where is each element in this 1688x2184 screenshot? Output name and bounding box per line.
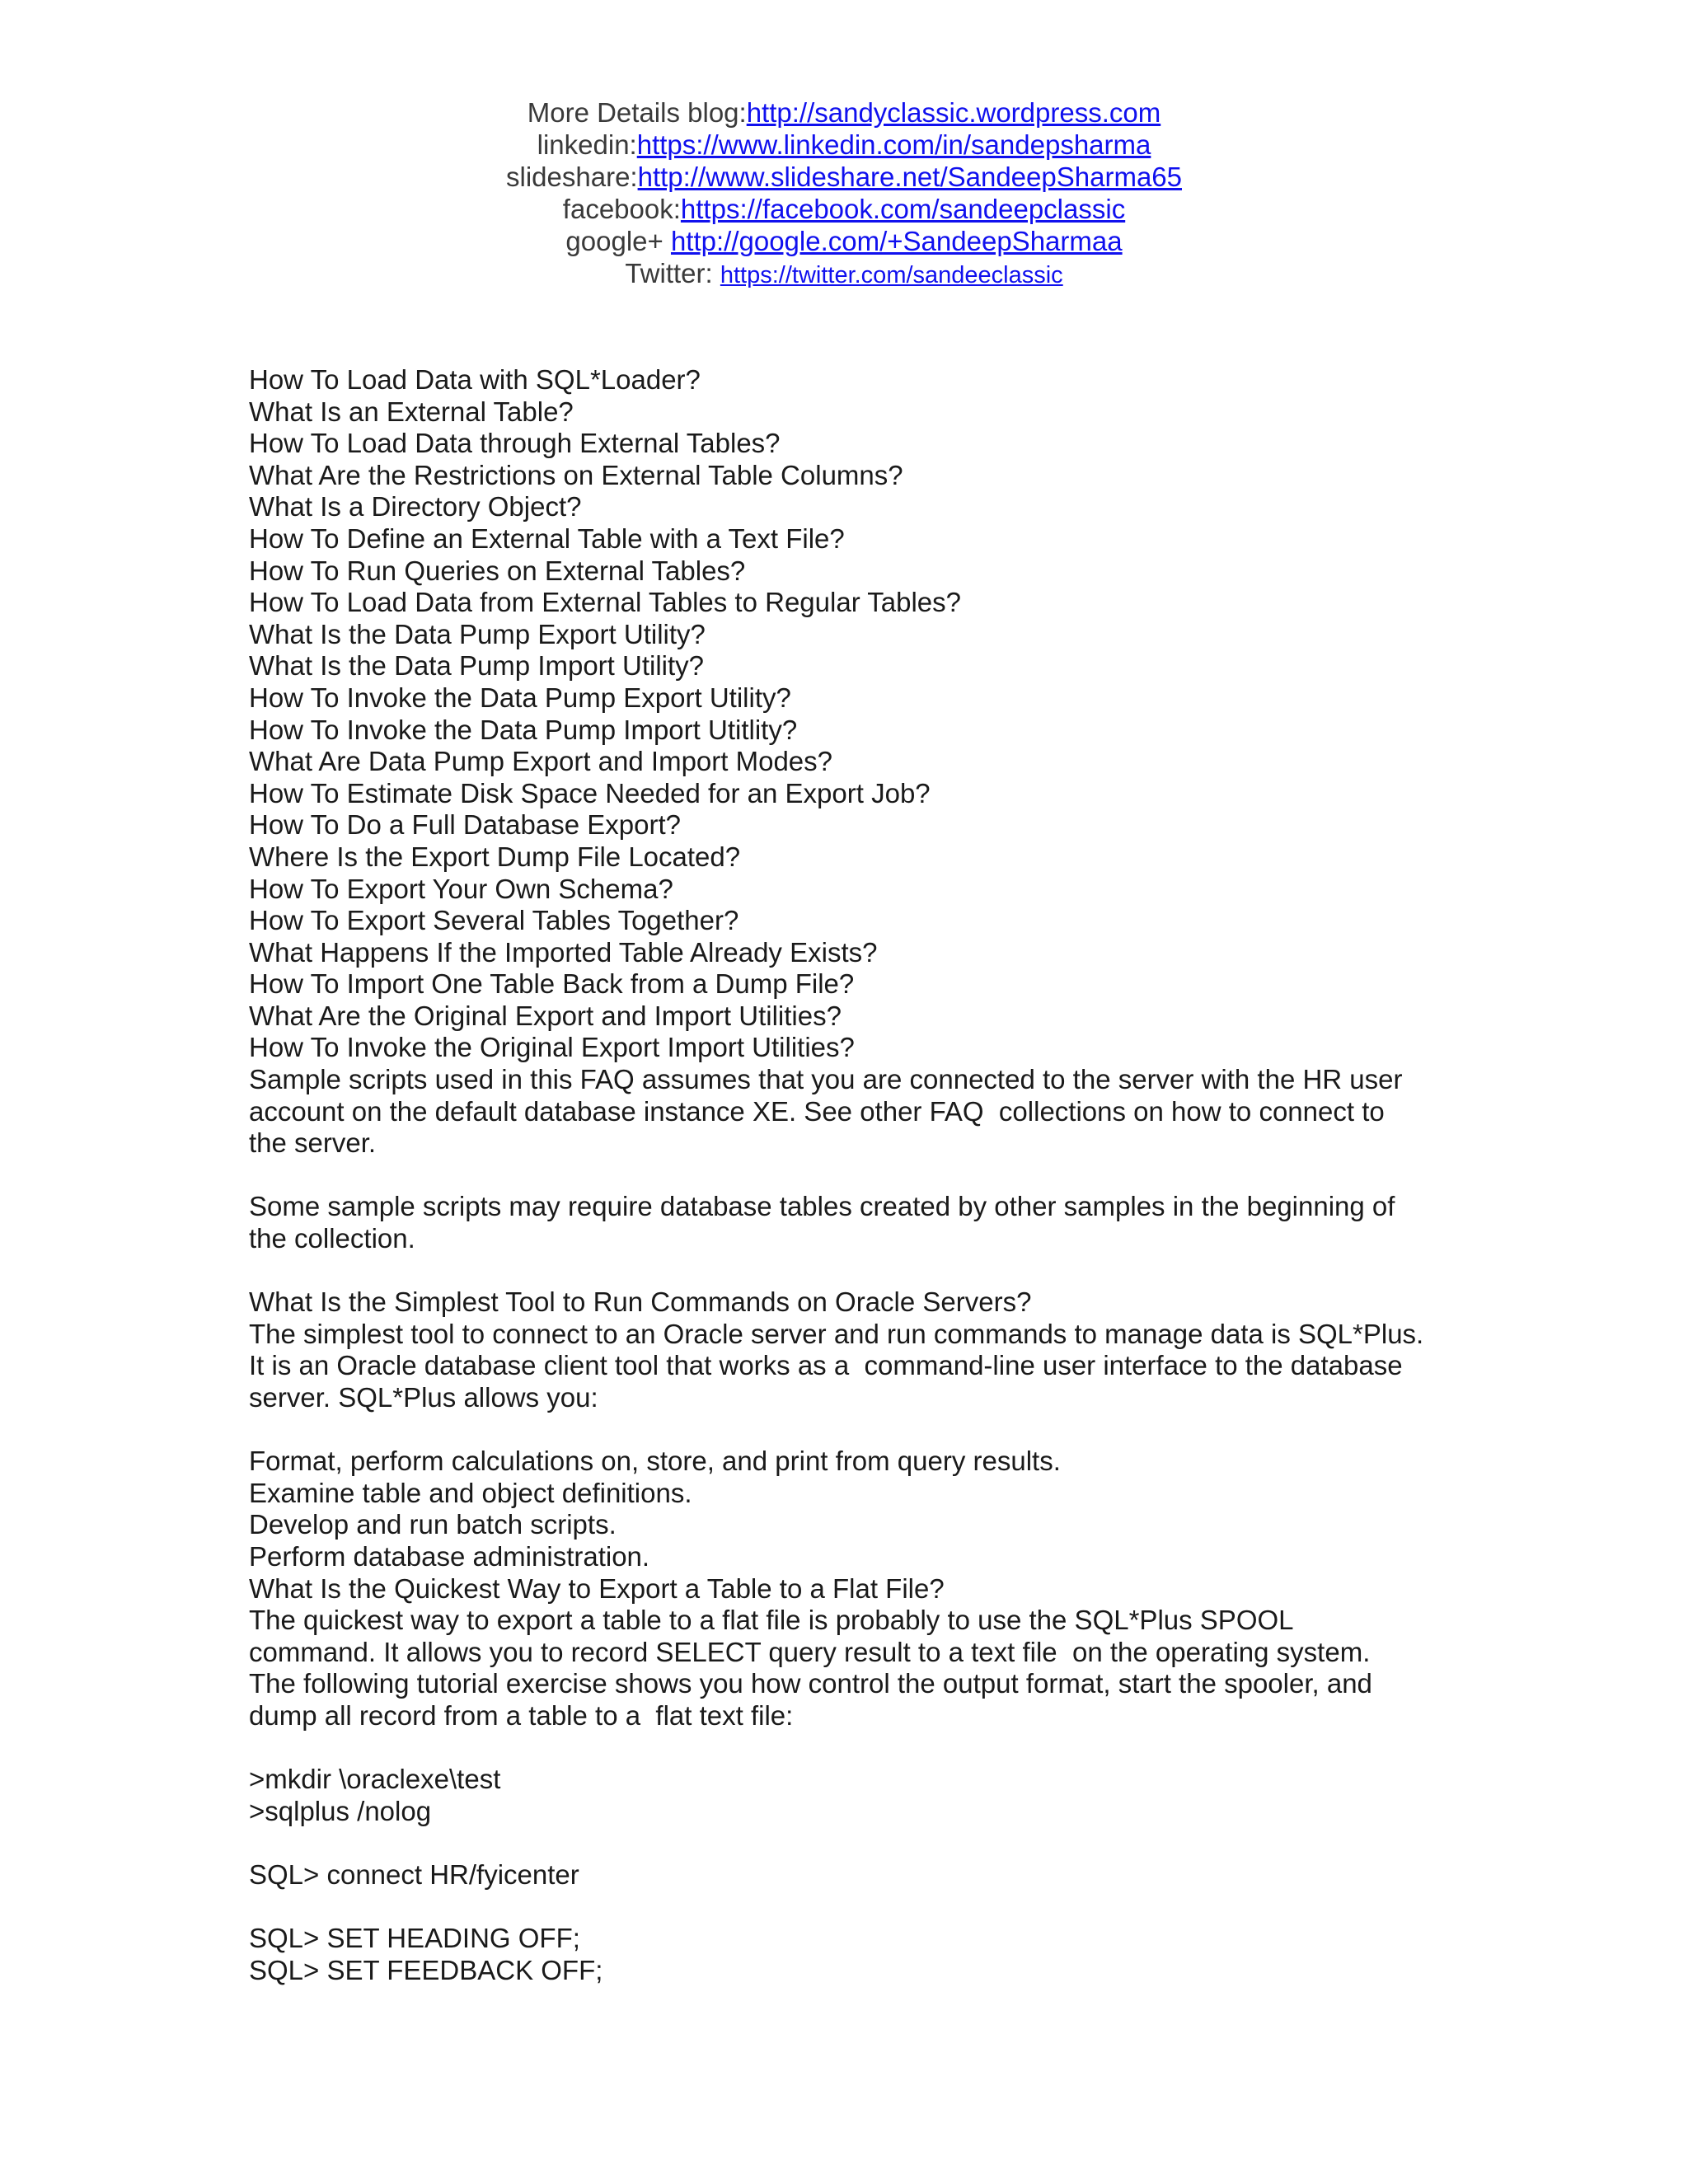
capability-item: Format, perform calculations on, store, and print from query results. xyxy=(249,1446,1061,1477)
paragraph-line: account on the default database instance XE. See other FAQ collections on how to connect to xyxy=(249,1095,1385,1127)
facebook-label: facebook: xyxy=(562,194,681,224)
linkedin-line xyxy=(0,129,1688,161)
capability-item: Develop and run batch scripts. xyxy=(249,1509,617,1540)
answer-line: The quickest way to export a table to a flat file is probably to use the SQL*Plus SPOOL xyxy=(249,1605,1294,1636)
twitter-line xyxy=(0,258,1688,291)
faq-item: How To Run Queries on External Tables? xyxy=(249,555,746,586)
googleplus-label: google+ xyxy=(565,226,671,256)
faq-item: What Are Data Pump Export and Import Modes? xyxy=(249,746,833,777)
answer-line: It is an Oracle database client tool that works as a command-line user interface to the database xyxy=(249,1350,1403,1381)
faq-item: What Are the Restrictions on External Table Columns? xyxy=(249,459,903,490)
spacer xyxy=(249,1827,1452,1859)
slideshare-line xyxy=(0,162,1688,193)
faq-item: How To Do a Full Database Export? xyxy=(249,809,681,841)
faq-item: How To Invoke the Data Pump Import Utitlity? xyxy=(249,714,798,745)
googleplus-link[interactable]: http://google.com/+SandeepSharmaa xyxy=(670,226,1123,256)
faq-item: How To Load Data from External Tables to Regular Tables? xyxy=(249,587,961,618)
spacer xyxy=(249,1160,1452,1192)
blog-label: More Details blog: xyxy=(527,97,747,128)
code-line: SQL> SET FEEDBACK OFF; xyxy=(249,1954,603,1985)
paragraph-line: the collection. xyxy=(249,1223,415,1254)
faq-list xyxy=(249,364,1452,1064)
intro-paragraph xyxy=(249,1064,1452,1160)
faq-item: How To Import One Table Back from a Dump File? xyxy=(249,968,855,1000)
faq-item: How To Load Data through External Tables? xyxy=(249,428,781,459)
intro-paragraph-2 xyxy=(249,1191,1452,1254)
code-line: >mkdir \oraclexe\test xyxy=(249,1764,501,1795)
faq-item: How To Estimate Disk Space Needed for an Export Job? xyxy=(249,777,931,808)
twitter-label: Twitter: xyxy=(625,258,720,288)
faq-item: How To Export Several Tables Together? xyxy=(249,905,739,936)
faq-item: How To Export Your Own Schema? xyxy=(249,873,673,904)
document-body xyxy=(249,364,1452,1986)
slideshare-label: slideshare: xyxy=(506,162,638,192)
paragraph-line: Some sample scripts may require database tables created by other samples in the beginning of xyxy=(249,1191,1395,1222)
paragraph-line: the server. xyxy=(249,1127,377,1159)
answer-line: The following tutorial exercise shows you how control the output format, start the spooler, and xyxy=(249,1668,1372,1699)
code-line: >sqlplus /nolog xyxy=(249,1795,432,1826)
question-heading: What Is the Simplest Tool to Run Commands on Oracle Servers? xyxy=(249,1286,1032,1318)
code-line: SQL> connect HR/fyicenter xyxy=(249,1858,579,1890)
spacer xyxy=(249,1414,1452,1446)
spacer xyxy=(249,1891,1452,1924)
facebook-line xyxy=(0,194,1688,225)
faq-item: Where Is the Export Dump File Located? xyxy=(249,841,741,872)
capability-item: Examine table and object definitions. xyxy=(249,1477,692,1508)
question-simplest-tool xyxy=(249,1286,1452,1572)
twitter-link[interactable]: https://twitter.com/sandeeclassic xyxy=(720,262,1063,288)
answer-line: command. It allows you to record SELECT query result to a text file on the operating system. xyxy=(249,1636,1371,1667)
answer-line: server. SQL*Plus allows you: xyxy=(249,1382,598,1413)
question-quickest-export xyxy=(249,1573,1452,1987)
faq-item: How To Invoke the Original Export Import Utilities? xyxy=(249,1032,855,1063)
googleplus-line xyxy=(0,226,1688,257)
linkedin-link[interactable]: https://www.linkedin.com/in/sandepsharma xyxy=(636,129,1151,160)
blog-line xyxy=(0,97,1688,129)
linkedin-label: linkedin: xyxy=(537,129,637,160)
faq-item: What Is an External Table? xyxy=(249,396,574,427)
answer-line: The simplest tool to connect to an Oracle server and run commands to manage data is SQL*Plus. xyxy=(249,1318,1424,1349)
answer-line: dump all record from a table to a flat text file: xyxy=(249,1699,794,1731)
spacer xyxy=(249,1255,1452,1287)
code-line: SQL> SET HEADING OFF; xyxy=(249,1923,580,1954)
faq-item: What Is a Directory Object? xyxy=(249,491,582,523)
faq-item: What Are the Original Export and Import Utilities? xyxy=(249,1000,842,1031)
blog-link[interactable]: http://sandyclassic.wordpress.com xyxy=(746,97,1161,128)
facebook-link[interactable]: https://facebook.com/sandeepclassic xyxy=(680,194,1126,224)
slideshare-link[interactable]: http://www.slideshare.net/SandeepSharma65 xyxy=(637,162,1182,192)
question-heading: What Is the Quickest Way to Export a Table to a Flat File? xyxy=(249,1572,945,1604)
faq-item: What Happens If the Imported Table Already Exists? xyxy=(249,936,878,968)
faq-item: What Is the Data Pump Export Utility? xyxy=(249,618,706,649)
spacer xyxy=(249,1732,1452,1765)
paragraph-line: Sample scripts used in this FAQ assumes that you are connected to the server with the HR user xyxy=(249,1064,1403,1095)
capability-item: Perform database administration. xyxy=(249,1540,650,1572)
faq-item: What Is the Data Pump Import Utility? xyxy=(249,650,705,682)
faq-item: How To Invoke the Data Pump Export Utility? xyxy=(249,682,791,713)
faq-item: How To Define an External Table with a Text File? xyxy=(249,523,845,554)
faq-item: How To Load Data with SQL*Loader? xyxy=(249,364,701,395)
